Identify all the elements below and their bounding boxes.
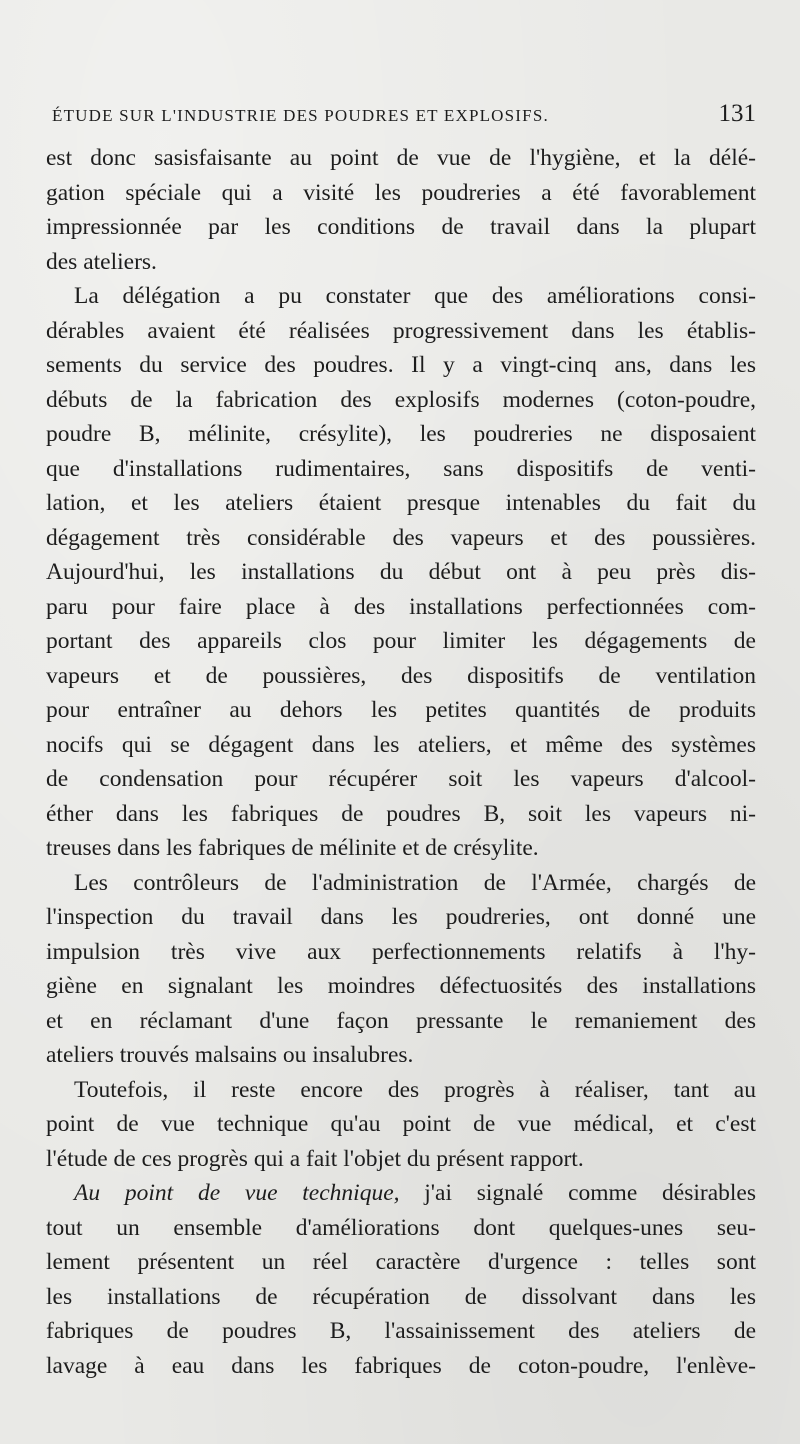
text-line: de condensation pour récupérer soit les vapeurs d'alcool- xyxy=(46,766,756,792)
text-line: l'étude de ces progrès qui a fait l'objet du présent rapport. xyxy=(46,1145,584,1172)
text-line: Aujourd'hui, les installations du début ont à peu près dis- xyxy=(46,559,756,585)
text-line: fabriques de poudres B, l'assainissement des ateliers de xyxy=(46,1318,756,1344)
text-line: que d'installations rudimentaires, sans dispositifs de venti- xyxy=(46,455,756,482)
text-line: paru pour faire place à des installations perfectionnées com- xyxy=(46,593,756,620)
text-line: pour entraîner au dehors les petites quantités de produits xyxy=(46,697,756,723)
text-line: vapeurs et de poussières, des dispositifs de ventilation xyxy=(46,662,756,689)
text-line: débuts de la fabrication des explosifs modernes (coton-poudre, xyxy=(46,386,756,413)
text-line: treuses dans les fabriques de mélinite et de crésylite. xyxy=(46,835,539,861)
body-text xyxy=(46,141,756,1383)
text-line: giène en signalant les moindres défectuosités des installations xyxy=(46,973,756,999)
text-line: La délégation a pu constater que des améliorations consi- xyxy=(74,283,756,309)
text-line: Les contrôleurs de l'administration de l'Armée, chargés de xyxy=(74,869,756,896)
text-line: ateliers trouvés malsains ou insalubres. xyxy=(46,1042,414,1068)
text-line: impressionnée par les conditions de travail dans la plupart xyxy=(46,214,756,240)
text-line: tout un ensemble d'améliorations dont quelques-unes seu- xyxy=(46,1214,756,1241)
text-line: point de vue technique qu'au point de vue médical, et c'est xyxy=(46,1111,756,1137)
text-line: est donc sasisfaisante au point de vue de l'hygiène, et la délé- xyxy=(46,145,756,171)
text-line: impulsion très vive aux perfectionnements relatifs à l'hy- xyxy=(46,938,756,965)
line-text: j'ai signalé comme désirables xyxy=(399,1180,756,1206)
italic-phrase: Au point de vue technique, xyxy=(74,1180,400,1206)
running-title: ÉTUDE SUR L'INDUSTRIE DES POUDRES ET EXPLOSIFS. xyxy=(52,106,549,125)
text-line: portant des appareils clos pour limiter les dégagements de xyxy=(46,628,756,654)
text-line: l'inspection du travail dans les poudreries, ont donné une xyxy=(46,904,756,930)
text-line: nocifs qui se dégagent dans les ateliers, et même des systèmes xyxy=(46,731,756,758)
text-line: gation spéciale qui a visité les poudreries a été favorablement xyxy=(46,179,756,206)
text-line: éther dans les fabriques de poudres B, soit les vapeurs ni- xyxy=(46,800,756,827)
text-line xyxy=(46,1176,756,1211)
text-line: dérables avaient été réalisées progressivement dans les établis- xyxy=(46,317,756,344)
text-line: des ateliers. xyxy=(46,248,157,275)
text-line: Toutefois, il reste encore des progrès à réaliser, tant au xyxy=(74,1076,756,1103)
page-number: 131 xyxy=(718,100,756,127)
text-line: sements du service des poudres. Il y a vingt-cinq ans, dans les xyxy=(46,352,756,378)
text-line: lavage à eau dans les fabriques de coton-poudre, l'enlève- xyxy=(46,1352,756,1379)
text-line: les installations de récupération de dissolvant dans les xyxy=(46,1283,756,1310)
running-head xyxy=(52,100,756,132)
text-line: lement présentent un réel caractère d'urgence : telles sont xyxy=(46,1249,756,1275)
text-line: lation, et les ateliers étaient presque intenables du fait du xyxy=(46,490,756,516)
text-line: et en réclamant d'une façon pressante le remaniement des xyxy=(46,1007,756,1034)
text-line: poudre B, mélinite, crésylite), les poudreries ne disposaient xyxy=(46,421,756,447)
text-line: dégagement très considérable des vapeurs et des poussières. xyxy=(46,524,756,551)
